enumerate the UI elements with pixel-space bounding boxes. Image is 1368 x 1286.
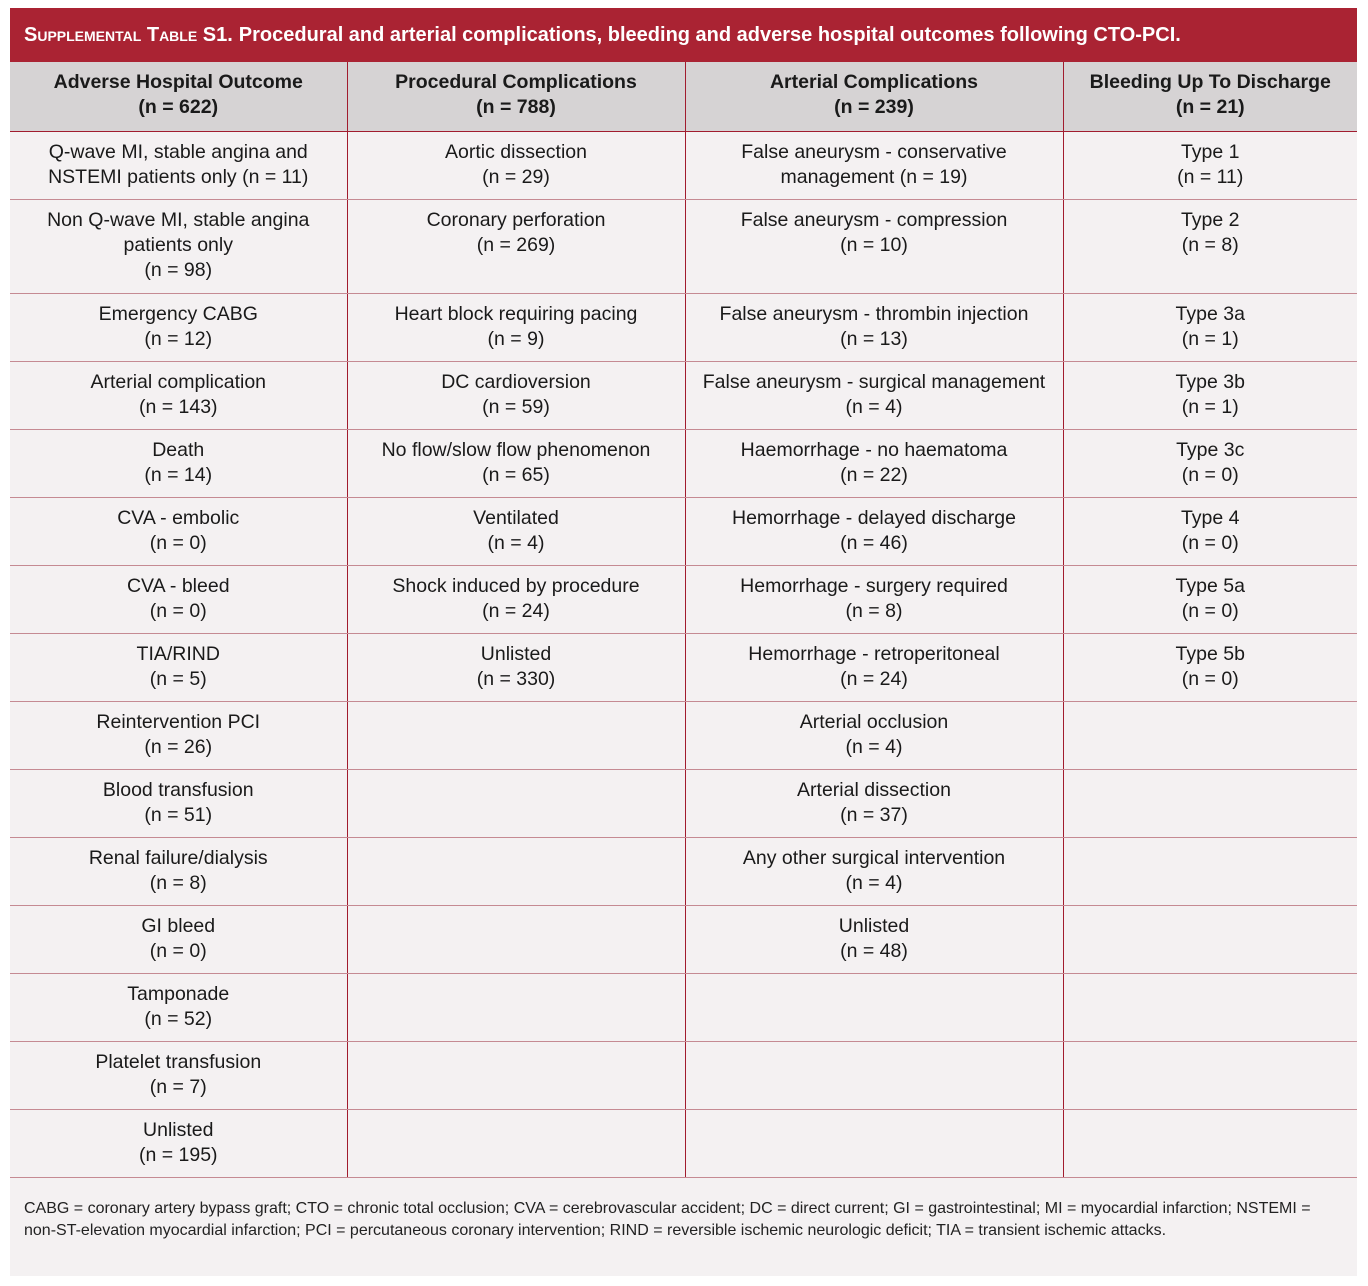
cell-label: Hemorrhage - retroperitoneal — [748, 642, 1000, 665]
adverse-outcome-cell — [10, 769, 347, 837]
table-row — [10, 497, 1357, 565]
cell-label: CVA - bleed — [126, 574, 230, 597]
table-row — [10, 429, 1357, 497]
header-adverse-hospital-outcome — [10, 62, 347, 131]
cell-label: Platelet transfusion — [95, 1050, 262, 1073]
adverse-outcome-cell — [10, 565, 347, 633]
procedural-complication-cell — [347, 837, 685, 905]
cell-text: (n = 26) — [144, 735, 213, 758]
arterial-complication-cell — [685, 199, 1063, 293]
bleeding-cell — [1063, 361, 1357, 429]
header-count: (n = 239) — [834, 96, 914, 118]
adverse-outcome-cell — [10, 1109, 347, 1177]
arterial-complication-cell — [685, 769, 1063, 837]
procedural-complication-cell — [347, 905, 685, 973]
cell-label: Haemorrhage - no haematoma — [740, 438, 1008, 461]
cell-label: Tamponade — [127, 982, 230, 1005]
cell-label: Type 3b — [1175, 370, 1245, 393]
cell-label: Heart block requiring pacing — [394, 302, 638, 325]
cell-label: GI bleed — [141, 914, 216, 937]
cell-label: Unlisted — [838, 914, 910, 937]
cell-text: patients only — [123, 233, 233, 256]
bleeding-cell — [1063, 701, 1357, 769]
table-title: Procedural and arterial complications, bleeding and adverse hospital outcomes following CTO-PCI. — [238, 23, 1181, 46]
bleeding-cell — [1063, 973, 1357, 1041]
cell-text: (n = 195) — [138, 1143, 218, 1166]
cell-label: False aneurysm - compression — [740, 208, 1008, 231]
arterial-complication-cell — [685, 701, 1063, 769]
cell-label: Ventilated — [473, 506, 559, 529]
procedural-complication-cell — [347, 1109, 685, 1177]
cell-label: Non Q-wave MI, stable angina — [47, 208, 310, 231]
cell-text: (n = 24) — [482, 599, 550, 622]
cell-text: (n = 1) — [1181, 395, 1239, 418]
header-label: Arterial Complications — [769, 71, 979, 93]
table-row — [10, 701, 1357, 769]
table-body — [10, 131, 1357, 1177]
cell-text: (n = 11) — [1177, 165, 1244, 188]
cell-text: (n = 5) — [149, 667, 207, 690]
arterial-complication-cell — [685, 497, 1063, 565]
cell-text: (n = 65) — [482, 463, 550, 486]
cell-label: False aneurysm - conservative — [741, 140, 1007, 163]
cell-text: (n = 22) — [840, 463, 908, 486]
bleeding-cell — [1063, 199, 1357, 293]
arterial-complication-cell — [685, 565, 1063, 633]
cell-text: (n = 4) — [845, 395, 903, 418]
adverse-outcome-cell — [10, 131, 347, 199]
adverse-outcome-cell — [10, 361, 347, 429]
table-row — [10, 1041, 1357, 1109]
procedural-complication-cell — [347, 565, 685, 633]
cell-label: Type 5b — [1175, 642, 1245, 665]
bleeding-cell — [1063, 131, 1357, 199]
table-row — [10, 1109, 1357, 1177]
procedural-complication-cell — [347, 131, 685, 199]
cell-label: Blood transfusion — [102, 778, 254, 801]
procedural-complication-cell — [347, 429, 685, 497]
bleeding-cell — [1063, 837, 1357, 905]
bleeding-cell — [1063, 293, 1357, 361]
adverse-outcome-cell — [10, 293, 347, 361]
adverse-outcome-cell — [10, 199, 347, 293]
bleeding-cell — [1063, 633, 1357, 701]
cell-text: management (n = 19) — [780, 165, 968, 188]
cell-label: Death — [152, 438, 205, 461]
cell-text: NSTEMI patients only (n = 11) — [48, 165, 309, 188]
arterial-complication-cell — [685, 837, 1063, 905]
cell-text: (n = 0) — [1181, 667, 1239, 690]
arterial-complication-cell — [685, 1041, 1063, 1109]
arterial-complication-cell — [685, 633, 1063, 701]
cell-label: Shock induced by procedure — [392, 574, 640, 597]
header-count: (n = 622) — [138, 96, 219, 118]
cell-text: (n = 0) — [1181, 599, 1239, 622]
cell-text: (n = 9) — [487, 327, 545, 350]
arterial-complication-cell — [685, 905, 1063, 973]
procedural-complication-cell — [347, 199, 685, 293]
bleeding-cell — [1063, 497, 1357, 565]
cell-label: Emergency CABG — [98, 302, 258, 325]
procedural-complication-cell — [347, 1041, 685, 1109]
cell-text: (n = 0) — [149, 531, 207, 554]
cell-text: (n = 8) — [1181, 233, 1239, 256]
bleeding-cell — [1063, 429, 1357, 497]
adverse-outcome-cell — [10, 497, 347, 565]
procedural-complication-cell — [347, 633, 685, 701]
cell-text: (n = 13) — [840, 327, 908, 350]
table-row — [10, 769, 1357, 837]
adverse-outcome-cell — [10, 429, 347, 497]
cell-label: Hemorrhage - surgery required — [740, 574, 1008, 597]
cell-text: (n = 48) — [840, 939, 908, 962]
arterial-complication-cell — [685, 1109, 1063, 1177]
table-row — [10, 199, 1357, 293]
cell-text: (n = 12) — [144, 327, 213, 350]
adverse-outcome-cell — [10, 633, 347, 701]
bleeding-cell — [1063, 905, 1357, 973]
cell-text: (n = 0) — [1181, 531, 1239, 554]
cell-label: Type 1 — [1180, 140, 1240, 163]
bleeding-cell — [1063, 1041, 1357, 1109]
procedural-complication-cell — [347, 973, 685, 1041]
cell-label: Type 3c — [1176, 438, 1245, 461]
cell-text: (n = 98) — [144, 258, 213, 281]
cell-text: (n = 14) — [144, 463, 213, 486]
cell-text: (n = 269) — [476, 233, 556, 256]
cell-label: Type 4 — [1180, 506, 1240, 529]
cell-text: (n = 4) — [845, 871, 903, 894]
table-row — [10, 293, 1357, 361]
adverse-outcome-cell — [10, 701, 347, 769]
header-count: (n = 788) — [476, 96, 556, 118]
procedural-complication-cell — [347, 769, 685, 837]
cell-label: Hemorrhage - delayed discharge — [732, 506, 1016, 529]
header-procedural-complications — [347, 62, 685, 131]
cell-text: (n = 8) — [149, 871, 207, 894]
cell-text: (n = 4) — [845, 735, 903, 758]
bleeding-cell — [1063, 769, 1357, 837]
cell-label: No flow/slow flow phenomenon — [381, 438, 651, 461]
cell-label: Type 5a — [1175, 574, 1245, 597]
cell-label: Unlisted — [143, 1118, 214, 1141]
table-row — [10, 905, 1357, 973]
cell-label: False aneurysm - thrombin injection — [719, 302, 1029, 325]
cell-text: (n = 59) — [482, 395, 550, 418]
adverse-outcome-cell — [10, 905, 347, 973]
cell-text: (n = 0) — [149, 599, 207, 622]
cell-label: Arterial occlusion — [799, 710, 949, 733]
header-arterial-complications — [685, 62, 1063, 131]
cell-text: (n = 0) — [1181, 463, 1239, 486]
cell-label: DC cardioversion — [441, 370, 591, 393]
cell-label: CVA - embolic — [117, 506, 240, 529]
cell-label: Q-wave MI, stable angina and — [48, 140, 308, 163]
arterial-complication-cell — [685, 429, 1063, 497]
cell-label: Type 2 — [1180, 208, 1240, 231]
cell-text: (n = 52) — [144, 1007, 213, 1030]
adverse-outcome-cell — [10, 973, 347, 1041]
table-footnote: CABG = coronary artery bypass graft; CTO = chronic total occlusion; CVA = cerebrovascular accident; DC = direct current; GI = gastrointestinal; MI = myocardial infarction; NSTEMI = non-ST-elevation myocardial infarction; PCI = percutaneous coronary intervention; RIND = reversible ischemic neurologic deficit; TIA = transient ischemic attacks. — [24, 1200, 1311, 1239]
procedural-complication-cell — [347, 701, 685, 769]
cell-text: (n = 10) — [840, 233, 908, 256]
cell-text: (n = 1) — [1181, 327, 1239, 350]
cell-text: (n = 330) — [476, 667, 556, 690]
procedural-complication-cell — [347, 361, 685, 429]
arterial-complication-cell — [685, 973, 1063, 1041]
cell-text: (n = 143) — [138, 395, 218, 418]
cell-text: (n = 0) — [149, 939, 207, 962]
table-label: Supplemental Table S1. — [24, 23, 233, 46]
cell-label: Arterial complication — [90, 370, 267, 393]
table-row — [10, 837, 1357, 905]
procedural-complication-cell — [347, 497, 685, 565]
cell-label: Unlisted — [480, 642, 552, 665]
cell-text: (n = 7) — [149, 1075, 207, 1098]
table-row — [10, 131, 1357, 199]
arterial-complication-cell — [685, 131, 1063, 199]
arterial-complication-cell — [685, 293, 1063, 361]
table-row — [10, 633, 1357, 701]
cell-text: (n = 4) — [487, 531, 545, 554]
header-bleeding-up-to-discharge — [1063, 62, 1357, 131]
table-row — [10, 973, 1357, 1041]
cell-text: (n = 29) — [482, 165, 550, 188]
complications-table — [10, 62, 1357, 1178]
header-label: Adverse Hospital Outcome — [53, 71, 303, 93]
arterial-complication-cell — [685, 361, 1063, 429]
table-title-bar — [10, 8, 1357, 62]
supplemental-table — [10, 8, 1357, 1276]
cell-text: (n = 37) — [840, 803, 908, 826]
cell-text: (n = 8) — [845, 599, 903, 622]
cell-label: TIA/RIND — [136, 642, 220, 665]
cell-label: Coronary perforation — [426, 208, 606, 231]
cell-label: Type 3a — [1175, 302, 1245, 325]
table-row — [10, 361, 1357, 429]
cell-label: Renal failure/dialysis — [88, 846, 268, 869]
adverse-outcome-cell — [10, 837, 347, 905]
header-row — [10, 62, 1357, 131]
cell-text: (n = 46) — [840, 531, 908, 554]
adverse-outcome-cell — [10, 1041, 347, 1109]
cell-label: False aneurysm - surgical management — [702, 370, 1046, 393]
bleeding-cell — [1063, 1109, 1357, 1177]
cell-label: Arterial dissection — [797, 778, 951, 801]
bleeding-cell — [1063, 565, 1357, 633]
cell-text: (n = 51) — [144, 803, 213, 826]
cell-label: Reintervention PCI — [96, 710, 261, 733]
cell-text: (n = 24) — [840, 667, 908, 690]
procedural-complication-cell — [347, 293, 685, 361]
header-label: Procedural Complications — [395, 71, 637, 93]
cell-label: Any other surgical intervention — [742, 846, 1006, 869]
header-label: Bleeding Up To Discharge — [1089, 71, 1331, 93]
table-row — [10, 565, 1357, 633]
header-count: (n = 21) — [1175, 96, 1245, 118]
cell-label: Aortic dissection — [445, 140, 587, 163]
